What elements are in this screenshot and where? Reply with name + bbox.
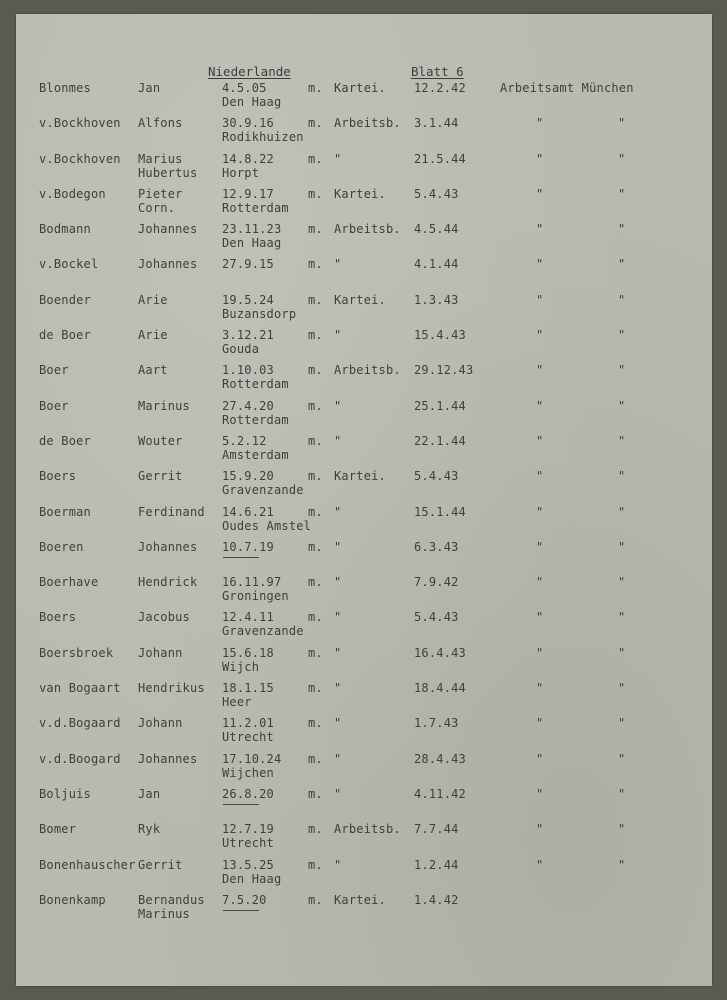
- registration-type-cell: ": [334, 433, 342, 448]
- birth-place: Den Haag: [222, 95, 282, 109]
- registration-type-cell: Arbeitsb.: [334, 222, 401, 237]
- birth-place: Gravenzande: [222, 483, 304, 498]
- first-name-cell: Johann: [138, 645, 183, 660]
- birth-cell: [222, 505, 311, 533]
- surname-cell: Boerman: [39, 504, 91, 519]
- date-cell: 16.4.43: [414, 645, 466, 660]
- date-cell: 1.4.42: [414, 892, 459, 907]
- birth-date: 19.5.24: [222, 292, 274, 307]
- note-cell: ": [618, 257, 626, 272]
- birth-place: Rodikhuizen: [222, 130, 304, 145]
- date-cell: 7.7.44: [414, 822, 459, 837]
- birth-place: Utrecht: [222, 730, 274, 745]
- note-cell: ": [618, 610, 626, 625]
- table-row: [16, 505, 712, 540]
- first-name-cell: Jan: [138, 786, 161, 801]
- birth-cell: [222, 469, 304, 497]
- birth-cell: [222, 681, 274, 709]
- office-cell: ": [536, 716, 544, 731]
- birth-cell: [222, 328, 274, 356]
- first-name-cell: Johannes: [138, 539, 198, 554]
- registration-type-cell: ": [334, 645, 342, 660]
- surname-cell: de Boer: [39, 433, 91, 448]
- registration-type-cell: Kartei.: [334, 292, 386, 307]
- sex-cell: m.: [308, 292, 323, 307]
- birth-place: Groningen: [222, 589, 289, 604]
- registration-type-cell: ": [334, 610, 342, 625]
- sex-cell: m.: [308, 681, 323, 696]
- first-name-cell: Arie: [138, 292, 168, 307]
- first-name-cell: Johann: [138, 716, 183, 731]
- birth-cell: [222, 187, 289, 215]
- first-name-cell: Gerrit: [138, 469, 183, 484]
- birth-cell: [222, 293, 296, 321]
- registration-type-cell: ": [334, 751, 342, 766]
- table-row: [16, 822, 712, 857]
- registration-type-cell: Arbeitsb.: [334, 116, 401, 131]
- first-name-cell: Hendrikus: [138, 681, 205, 696]
- birth-cell: [222, 575, 289, 603]
- birth-cell: [222, 716, 274, 744]
- surname-cell: v.Bockel: [39, 257, 99, 272]
- table-row: [16, 399, 712, 434]
- note-cell: ": [618, 504, 626, 519]
- registration-type-cell: ": [334, 575, 342, 590]
- office-cell: ": [536, 645, 544, 660]
- birth-date: 15.6.18: [222, 645, 274, 660]
- birth-place: Den Haag: [222, 236, 282, 251]
- birth-cell: [222, 257, 274, 271]
- registration-type-cell: ": [334, 857, 342, 872]
- surname-cell: Blonmes: [39, 81, 91, 95]
- office-cell: ": [536, 575, 544, 590]
- office-cell: ": [536, 363, 544, 378]
- note-cell: ": [618, 645, 626, 660]
- birth-cell: [222, 222, 281, 250]
- surname-cell: Boerhave: [39, 575, 99, 590]
- registration-type-cell: Kartei.: [334, 892, 386, 907]
- birth-date: 12.7.19: [222, 822, 274, 837]
- first-name-cell: Bernandus Marinus: [138, 892, 205, 921]
- sex-cell: m.: [308, 257, 323, 272]
- sex-cell: m.: [308, 539, 323, 554]
- surname-cell: Boender: [39, 292, 91, 307]
- note-cell: ": [618, 751, 626, 766]
- first-name-cell: Arie: [138, 328, 168, 343]
- date-cell: 28.4.43: [414, 751, 466, 766]
- sex-cell: m.: [308, 504, 323, 519]
- sheet-number: Blatt 6: [411, 64, 464, 79]
- registration-type-cell: Kartei.: [334, 186, 386, 201]
- birth-date: 26.8.20: [222, 786, 274, 801]
- birth-cell: [222, 116, 304, 144]
- office-cell: ": [536, 222, 544, 237]
- first-name-cell: Alfons: [138, 116, 183, 131]
- birth-date: 11.2.01: [222, 716, 274, 731]
- birth-cell: [222, 540, 274, 554]
- surname-cell: Boersbroek: [39, 645, 114, 660]
- birth-cell: [222, 646, 274, 674]
- sex-cell: m.: [308, 151, 323, 166]
- note-cell: ": [618, 116, 626, 131]
- birth-place: Wijch: [222, 659, 260, 674]
- birth-place: Oudes Amstel: [222, 518, 312, 533]
- birth-date: 16.11.97: [222, 575, 282, 590]
- office-cell: ": [536, 539, 544, 554]
- date-cell: 22.1.44: [414, 433, 466, 448]
- surname-cell: Bonenhauscher: [39, 857, 136, 872]
- birth-date: 12.4.11: [222, 610, 274, 625]
- birth-date: 5.2.12: [222, 433, 267, 448]
- surname-cell: v.Bockhoven: [39, 151, 121, 166]
- sex-cell: m.: [308, 433, 323, 448]
- underline-dash: [223, 557, 259, 558]
- table-row: [16, 116, 712, 151]
- birth-place: Heer: [222, 695, 252, 710]
- sex-cell: m.: [308, 751, 323, 766]
- sex-cell: m.: [308, 469, 323, 484]
- date-cell: 1.3.43: [414, 292, 459, 307]
- document-page: [16, 14, 712, 986]
- first-name-cell: Pieter Corn.: [138, 186, 183, 215]
- sex-cell: m.: [308, 786, 323, 801]
- birth-cell: [222, 893, 267, 907]
- table-row: [16, 187, 712, 222]
- surname-cell: Bonenkamp: [39, 892, 106, 907]
- sex-cell: m.: [308, 363, 323, 378]
- office-cell: ": [536, 328, 544, 343]
- registration-type-cell: ": [334, 398, 342, 413]
- table-row: [16, 787, 712, 822]
- birth-date: 13.5.25: [222, 857, 274, 872]
- office-cell: ": [536, 151, 544, 166]
- underline-dash: [223, 804, 259, 805]
- note-cell: ": [618, 398, 626, 413]
- sex-cell: m.: [308, 822, 323, 837]
- date-cell: 25.1.44: [414, 398, 466, 413]
- first-name-cell: Aart: [138, 363, 168, 378]
- table-row: [16, 716, 712, 751]
- office-cell: ": [536, 398, 544, 413]
- birth-place: Gouda: [222, 342, 260, 357]
- birth-cell: [222, 752, 281, 780]
- table-row: [16, 363, 712, 398]
- surname-cell: Boeren: [39, 539, 84, 554]
- birth-date: 7.5.20: [222, 892, 267, 907]
- first-name-cell: Jacobus: [138, 610, 190, 625]
- office-cell: ": [536, 610, 544, 625]
- registration-type-cell: ": [334, 504, 342, 519]
- surname-cell: de Boer: [39, 328, 91, 343]
- office-cell: ": [536, 786, 544, 801]
- registration-type-cell: Kartei.: [334, 81, 386, 95]
- table-row: [16, 434, 712, 469]
- table-row: [16, 81, 712, 116]
- birth-date: 4.5.05: [222, 81, 267, 95]
- date-cell: 18.4.44: [414, 681, 466, 696]
- surname-cell: Boer: [39, 363, 69, 378]
- birth-cell: [222, 81, 281, 109]
- note-cell: ": [618, 786, 626, 801]
- birth-cell: [222, 399, 289, 427]
- table-row: [16, 469, 712, 504]
- birth-place: Wijchen: [222, 765, 274, 780]
- office-cell: Arbeitsamt München: [500, 81, 634, 95]
- date-cell: 5.4.43: [414, 469, 459, 484]
- birth-place: Buzansdorp: [222, 306, 297, 321]
- surname-cell: Bomer: [39, 822, 77, 837]
- registration-type-cell: Arbeitsb.: [334, 822, 401, 837]
- office-cell: ": [536, 681, 544, 696]
- table-row: [16, 257, 712, 292]
- birth-date: 17.10.24: [222, 751, 282, 766]
- table-row: [16, 858, 712, 893]
- sex-cell: m.: [308, 186, 323, 201]
- surname-cell: v.Bodegon: [39, 186, 106, 201]
- note-cell: ": [618, 681, 626, 696]
- registration-type-cell: Arbeitsb.: [334, 363, 401, 378]
- registration-type-cell: ": [334, 539, 342, 554]
- sex-cell: m.: [308, 328, 323, 343]
- table-row: [16, 222, 712, 257]
- note-cell: ": [618, 539, 626, 554]
- surname-cell: Boers: [39, 610, 77, 625]
- first-name-cell: Johannes: [138, 257, 198, 272]
- date-cell: 1.7.43: [414, 716, 459, 731]
- office-cell: ": [536, 857, 544, 872]
- registration-type-cell: ": [334, 716, 342, 731]
- underline-dash: [223, 910, 259, 911]
- table-row: [16, 152, 712, 187]
- office-cell: ": [536, 433, 544, 448]
- first-name-cell: Johannes: [138, 222, 198, 237]
- birth-date: 14.6.21: [222, 504, 274, 519]
- surname-cell: v.d.Bogaard: [39, 716, 121, 731]
- note-cell: ": [618, 363, 626, 378]
- table-row: [16, 646, 712, 681]
- birth-date: 18.1.15: [222, 681, 274, 696]
- registration-type-cell: ": [334, 151, 342, 166]
- birth-cell: [222, 363, 289, 391]
- birth-place: Gravenzande: [222, 624, 304, 639]
- birth-cell: [222, 610, 304, 638]
- office-cell: ": [536, 504, 544, 519]
- date-cell: 5.4.43: [414, 186, 459, 201]
- birth-date: 27.4.20: [222, 398, 274, 413]
- birth-cell: [222, 152, 274, 180]
- note-cell: ": [618, 469, 626, 484]
- sex-cell: m.: [308, 575, 323, 590]
- birth-date: 15.9.20: [222, 469, 274, 484]
- registration-type-cell: ": [334, 786, 342, 801]
- sex-cell: m.: [308, 222, 323, 237]
- registry-table: [16, 81, 712, 928]
- note-cell: ": [618, 857, 626, 872]
- note-cell: ": [618, 222, 626, 237]
- table-row: [16, 540, 712, 575]
- birth-date: 30.9.16: [222, 116, 274, 131]
- date-cell: 12.2.42: [414, 81, 466, 95]
- date-cell: 5.4.43: [414, 610, 459, 625]
- birth-place: Amsterdam: [222, 447, 289, 462]
- note-cell: ": [618, 575, 626, 590]
- table-row: [16, 575, 712, 610]
- birth-cell: [222, 434, 289, 462]
- first-name-cell: Jan: [138, 81, 161, 95]
- office-cell: ": [536, 469, 544, 484]
- note-cell: ": [618, 716, 626, 731]
- birth-cell: [222, 787, 274, 801]
- sex-cell: m.: [308, 645, 323, 660]
- first-name-cell: Gerrit: [138, 857, 183, 872]
- note-cell: ": [618, 186, 626, 201]
- first-name-cell: Johannes: [138, 751, 198, 766]
- surname-cell: Boer: [39, 398, 69, 413]
- date-cell: 15.1.44: [414, 504, 466, 519]
- sex-cell: m.: [308, 398, 323, 413]
- sex-cell: m.: [308, 116, 323, 131]
- birth-date: 10.7.19: [222, 539, 274, 554]
- registration-type-cell: ": [334, 328, 342, 343]
- first-name-cell: Wouter: [138, 433, 183, 448]
- table-row: [16, 681, 712, 716]
- date-cell: 29.12.43: [414, 363, 474, 378]
- office-cell: ": [536, 292, 544, 307]
- first-name-cell: Ferdinand: [138, 504, 205, 519]
- surname-cell: v.Bockhoven: [39, 116, 121, 131]
- registration-type-cell: ": [334, 257, 342, 272]
- date-cell: 1.2.44: [414, 857, 459, 872]
- birth-date: 27.9.15: [222, 257, 274, 272]
- office-cell: ": [536, 186, 544, 201]
- birth-date: 1.10.03: [222, 363, 274, 378]
- note-cell: ": [618, 328, 626, 343]
- date-cell: 4.5.44: [414, 222, 459, 237]
- surname-cell: Boljuis: [39, 786, 91, 801]
- first-name-cell: Ryk: [138, 822, 161, 837]
- birth-place: Utrecht: [222, 836, 274, 851]
- note-cell: ": [618, 292, 626, 307]
- surname-cell: Boers: [39, 469, 77, 484]
- first-name-cell: Marius Hubertus: [138, 151, 198, 180]
- date-cell: 3.1.44: [414, 116, 459, 131]
- birth-date: 3.12.21: [222, 328, 274, 343]
- sex-cell: m.: [308, 892, 323, 907]
- note-cell: ": [618, 433, 626, 448]
- table-row: [16, 293, 712, 328]
- birth-place: Horpt: [222, 165, 260, 180]
- note-cell: ": [618, 151, 626, 166]
- date-cell: 4.1.44: [414, 257, 459, 272]
- birth-place: Rotterdam: [222, 412, 289, 427]
- table-row: [16, 610, 712, 645]
- table-row: [16, 893, 712, 928]
- birth-date: 14.8.22: [222, 151, 274, 166]
- first-name-cell: Hendrick: [138, 575, 198, 590]
- note-cell: ": [618, 822, 626, 837]
- sex-cell: m.: [308, 81, 323, 95]
- table-row: [16, 752, 712, 787]
- sex-cell: m.: [308, 610, 323, 625]
- table-row: [16, 328, 712, 363]
- sex-cell: m.: [308, 857, 323, 872]
- date-cell: 15.4.43: [414, 328, 466, 343]
- surname-cell: Bodmann: [39, 222, 91, 237]
- birth-place: Rotterdam: [222, 200, 289, 215]
- date-cell: 21.5.44: [414, 151, 466, 166]
- office-cell: ": [536, 116, 544, 131]
- birth-place: Den Haag: [222, 871, 282, 886]
- birth-date: 23.11.23: [222, 222, 282, 237]
- surname-cell: v.d.Boogard: [39, 751, 121, 766]
- sex-cell: m.: [308, 716, 323, 731]
- first-name-cell: Marinus: [138, 398, 190, 413]
- country-heading: Niederlande: [208, 64, 291, 79]
- birth-cell: [222, 822, 274, 850]
- birth-cell: [222, 858, 281, 886]
- office-cell: ": [536, 751, 544, 766]
- surname-cell: van Bogaart: [39, 681, 121, 696]
- date-cell: 7.9.42: [414, 575, 459, 590]
- registration-type-cell: ": [334, 681, 342, 696]
- office-cell: ": [536, 822, 544, 837]
- office-cell: ": [536, 257, 544, 272]
- birth-date: 12.9.17: [222, 186, 274, 201]
- birth-place: Rotterdam: [222, 377, 289, 392]
- registration-type-cell: Kartei.: [334, 469, 386, 484]
- date-cell: 4.11.42: [414, 786, 466, 801]
- date-cell: 6.3.43: [414, 539, 459, 554]
